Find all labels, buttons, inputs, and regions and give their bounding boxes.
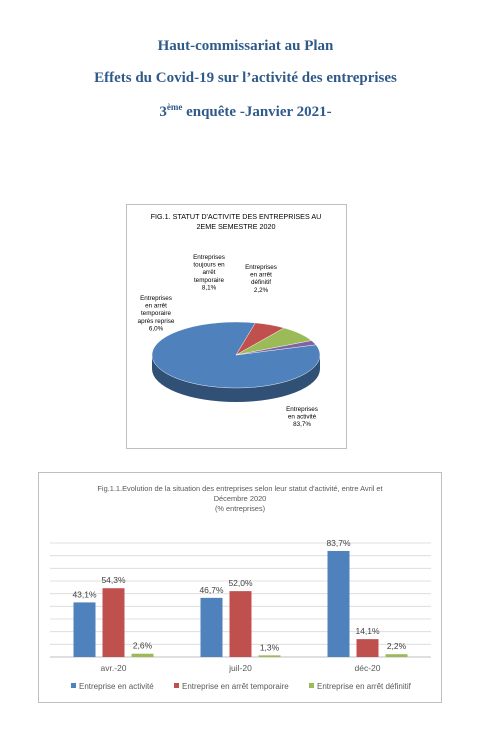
survey-date: enquête -Janvier 2021-	[182, 104, 332, 120]
pie-data-label: temporaire	[193, 276, 225, 284]
pie-data-label: Entreprises	[193, 254, 225, 261]
legend-swatch	[174, 683, 179, 688]
pie-data-label: en arrêt	[145, 302, 167, 310]
pie-title-line: 2EME SEMESTRE 2020	[196, 222, 276, 231]
bar	[201, 598, 223, 657]
bar	[386, 654, 408, 657]
pie-data-label: 8,1%	[201, 284, 217, 292]
pie-data-label: 6,0%	[148, 325, 164, 333]
x-tick-label: juil-20	[229, 663, 252, 673]
bar-data-label: 14,1%	[355, 626, 380, 637]
bar	[259, 655, 281, 657]
bar-title-line: Fig.1.1.Evolution de la situation des entreprises selon leur statut d'activité, entre Avril et	[97, 484, 383, 493]
bar-title-line: (% entreprises)	[214, 504, 266, 513]
pie-chart	[127, 205, 346, 448]
pie-title-line: FIG.1. STATUT D'ACTIVITE DES ENTREPRISES AU	[150, 212, 322, 221]
pie-data-label: Entreprises	[286, 406, 318, 413]
pie-data-label: Entreprises	[140, 295, 172, 302]
x-tick-label: déc-20	[354, 663, 381, 673]
pie-data-label: arrêt	[202, 269, 216, 277]
pie-data-label: en activité	[287, 413, 317, 421]
bar-data-label: 1,3%	[259, 642, 280, 653]
bar-chart-panel	[38, 472, 442, 703]
legend-swatch	[309, 683, 314, 688]
legend-swatch	[71, 683, 76, 688]
bar	[328, 551, 350, 657]
legend-label: Entreprise en arrêt définitif	[317, 682, 411, 691]
legend-label: Entreprise en arrêt temporaire	[182, 682, 289, 691]
bar-data-label: 83,7%	[326, 537, 351, 548]
bar	[357, 639, 379, 657]
pie-data-label: 2,2%	[253, 286, 269, 294]
bar-data-label: 2,6%	[132, 640, 153, 651]
report-subtitle	[0, 102, 491, 121]
survey-number-suffix: ème	[166, 102, 183, 112]
bar-data-label: 52,0%	[228, 578, 253, 589]
pie-data-label: temporaire	[140, 310, 172, 318]
legend-label: Entreprise en activité	[79, 682, 154, 691]
bar-data-label: 46,7%	[199, 584, 224, 595]
pie-data-label: Entreprises	[245, 264, 277, 271]
pie-data-label: après reprise	[137, 317, 175, 325]
pie-data-label: 83,7%	[293, 421, 311, 429]
bar	[74, 602, 96, 657]
bar-data-label: 43,1%	[72, 589, 97, 600]
bar-data-label: 2,2%	[386, 641, 407, 652]
pie-data-label: en arrêt	[250, 271, 272, 279]
report-title: Effets du Covid-19 sur l’activité des entreprises	[94, 70, 397, 86]
survey-number: 3	[159, 104, 167, 120]
bar	[132, 654, 154, 657]
bar	[103, 588, 125, 657]
bar	[230, 591, 252, 657]
pie-data-label: définitif	[251, 279, 271, 287]
bar-chart	[39, 473, 441, 702]
bar-title-line: Décembre 2020	[213, 494, 267, 503]
x-tick-label: avr.-20	[100, 663, 127, 673]
pie-chart-panel	[126, 204, 347, 449]
pie-data-label: toujours en	[193, 261, 225, 269]
bar-data-label: 54,3%	[101, 575, 126, 586]
report-organization: Haut-commissariat au Plan	[157, 38, 334, 54]
